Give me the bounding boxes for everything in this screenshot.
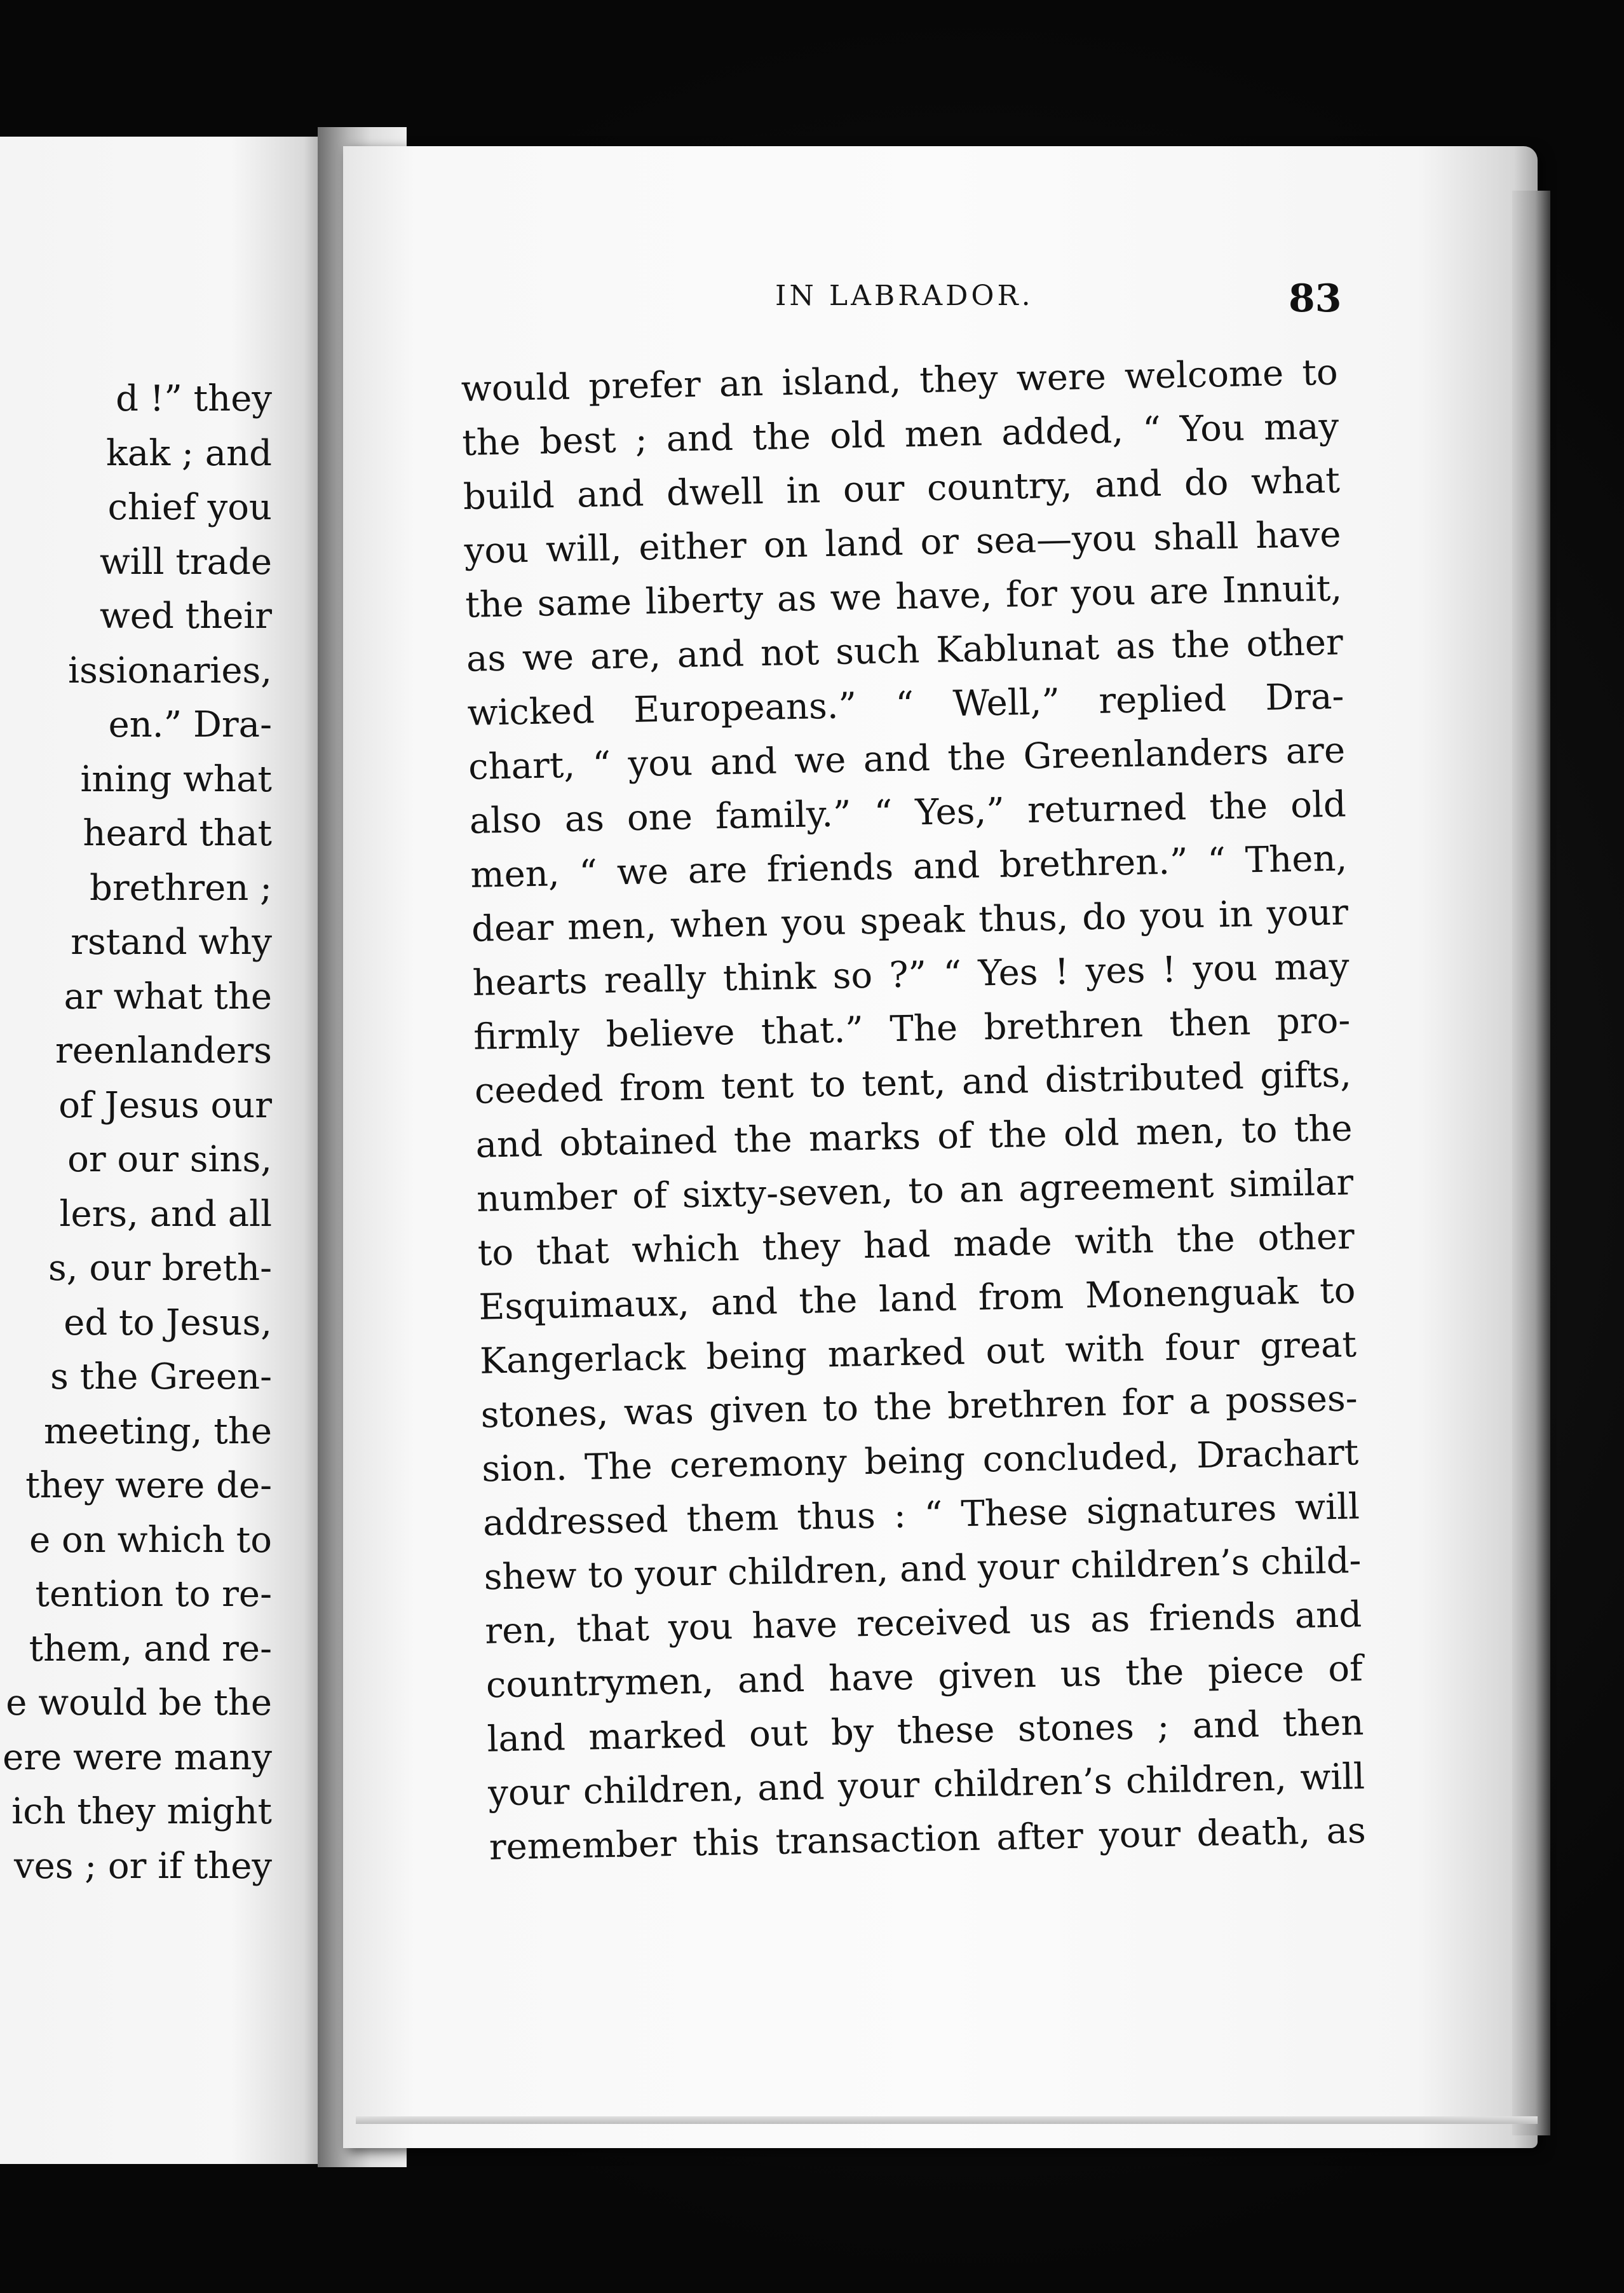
left-line: s the Green- xyxy=(50,1356,272,1398)
text-line: countrymen, and have given us the piece of xyxy=(485,1648,1363,1706)
left-line: ar what the xyxy=(64,976,272,1017)
text-line: as we are, and not such Kablunat as the other xyxy=(466,622,1344,680)
left-line: heard that xyxy=(83,813,272,854)
text-line: land marked out by these stones ; and then xyxy=(486,1702,1364,1760)
left-line: them, and re- xyxy=(29,1628,272,1670)
left-line: ed to Jesus, xyxy=(64,1302,272,1344)
left-line: ining what xyxy=(80,758,272,800)
left-page-text xyxy=(0,372,272,1893)
text-line: wicked Europeans.” “ Well,” replied Dra- xyxy=(466,676,1344,734)
text-line: number of sixty-seven, to an agreement similar xyxy=(476,1162,1354,1220)
text-line: shew to your children, and your children’s child- xyxy=(484,1540,1362,1598)
text-line: men, “ we are friends and brethren.” “ Then, xyxy=(470,838,1348,896)
left-line: meeting, the xyxy=(43,1410,272,1452)
running-head: IN LABRADOR. xyxy=(775,280,1034,312)
text-line: you will, either on land or sea—you shall have xyxy=(464,514,1342,572)
left-line: issionaries, xyxy=(68,650,272,691)
text-line: Esquimaux, and the land from Monenguak to xyxy=(478,1270,1356,1328)
left-line: chief you xyxy=(107,487,272,528)
body-text xyxy=(461,346,1366,1875)
left-line: ich they might xyxy=(11,1791,272,1832)
text-line: would prefer an island, they were welcome to xyxy=(461,351,1339,410)
text-line: ceeded from tent to tent, and distributed gifts, xyxy=(474,1054,1352,1112)
left-line: tention to re- xyxy=(35,1574,272,1615)
left-line: ere were many xyxy=(3,1736,272,1778)
left-line: will trade xyxy=(99,541,272,583)
text-line: remember this transaction after your death, as xyxy=(489,1810,1367,1868)
left-line: e would be the xyxy=(6,1682,272,1724)
text-line: stones, was given to the brethren for a posses- xyxy=(480,1378,1358,1436)
text-line: your children, and your children’s children, will xyxy=(487,1756,1365,1814)
text-line: dear men, when you speak thus, do you in your xyxy=(471,892,1349,950)
page-bottom-edge xyxy=(356,2116,1538,2124)
text-line: addressed them thus : “ These signatures will xyxy=(482,1486,1360,1544)
text-line: ren, that you have received us as friends and xyxy=(484,1594,1362,1652)
text-line: to that which they had made with the other xyxy=(477,1216,1355,1274)
left-line: brethren ; xyxy=(90,867,272,909)
left-line: s, our breth- xyxy=(48,1248,272,1289)
text-line: and obtained the marks of the old men, to the xyxy=(475,1108,1353,1166)
text-line: the same liberty as we have, for you are Innuit, xyxy=(464,568,1343,626)
left-facing-page xyxy=(0,137,330,2164)
left-line: lers, and all xyxy=(59,1193,272,1235)
left-line: or our sins, xyxy=(67,1139,272,1180)
left-line: ves ; or if they xyxy=(13,1845,272,1887)
left-line: of Jesus our xyxy=(58,1084,272,1126)
left-line: kak ; and xyxy=(105,432,272,474)
left-line: rstand why xyxy=(71,922,272,963)
page-number: 83 xyxy=(1289,276,1342,321)
left-line: wed their xyxy=(99,595,272,637)
left-line: en.” Dra- xyxy=(108,704,272,745)
text-line: chart, “ you and we and the Greenlanders are xyxy=(468,730,1346,788)
text-line: hearts really think so ?” “ Yes ! yes ! you may xyxy=(472,946,1350,1004)
text-line: also as one family.” “ Yes,” returned the old xyxy=(469,784,1347,842)
text-line: sion. The ceremony being concluded, Drachart xyxy=(481,1432,1359,1490)
text-line: firmly believe that.” The brethren then pro- xyxy=(473,1000,1351,1058)
left-line: e on which to xyxy=(29,1519,272,1561)
left-line: they were de- xyxy=(25,1465,272,1506)
page-edge xyxy=(1512,191,1550,2135)
left-line: reenlanders xyxy=(55,1030,272,1072)
text-line: Kangerlack being marked out with four great xyxy=(479,1324,1357,1382)
text-line: the best ; and the old men added, “ You may xyxy=(461,405,1339,464)
left-line: d !” they xyxy=(116,378,272,419)
text-line: build and dwell in our country, and do what xyxy=(463,459,1341,518)
